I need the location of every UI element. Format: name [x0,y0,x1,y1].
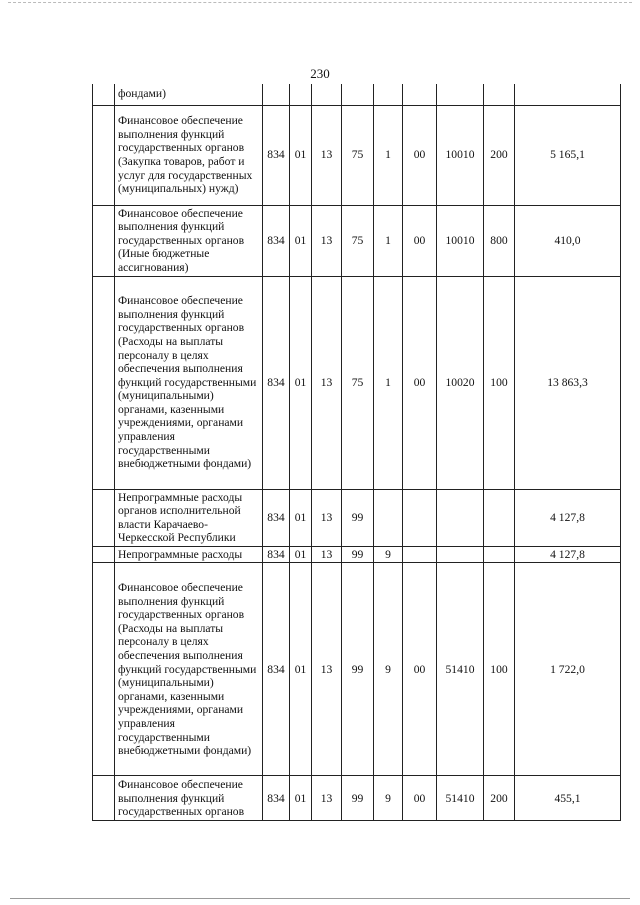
direction-code-cell: 10010 [437,205,484,276]
main-event-code-cell [403,546,437,563]
amount-cell: 410,0 [515,205,621,276]
subprogram-code-cell: 9 [374,776,403,821]
row-margin-cell [93,105,115,205]
table-row [93,84,621,105]
subprogram-code-cell [374,489,403,546]
page-number: 230 [310,66,330,81]
main-event-code-cell: 00 [403,205,437,276]
table-row [93,776,621,821]
amount-cell [515,84,621,105]
row-margin-cell [93,563,115,776]
expense-name-cell: фондами) [115,84,263,105]
table-row [93,563,621,776]
expense-type-code-cell: 100 [484,276,515,489]
subsection-code-cell: 13 [312,776,342,821]
expense-type-code-cell: 800 [484,205,515,276]
subprogram-code-cell: 1 [374,205,403,276]
expense-name-cell: Финансовое обеспечение выполнения функций государственных органов (Расходы на выплаты персоналу в целях обеспечения выполнения функций государственными (муниципальными) органами, казенными учреждениями, органами управления государственными внебюджетными фондами) [115,563,263,776]
table-row [93,546,621,563]
ministry-code-cell: 834 [263,563,290,776]
amount-cell: 4 127,8 [515,489,621,546]
subsection-code-cell: 13 [312,105,342,205]
expense-name-cell: Непрограммные расходы [115,546,263,563]
program-code-cell: 99 [342,563,374,776]
amount-cell: 5 165,1 [515,105,621,205]
scan-bottom-edge [10,898,630,899]
subsection-code-cell: 13 [312,276,342,489]
subsection-code-cell: 13 [312,563,342,776]
section-code-cell: 01 [290,276,312,489]
section-code-cell: 01 [290,776,312,821]
row-margin-cell [93,84,115,105]
subsection-code-cell: 13 [312,205,342,276]
ministry-code-cell [263,84,290,105]
program-code-cell: 99 [342,489,374,546]
program-code-cell: 75 [342,276,374,489]
row-margin-cell [93,489,115,546]
subsection-code-cell: 13 [312,546,342,563]
main-event-code-cell [403,489,437,546]
program-code-cell: 99 [342,546,374,563]
direction-code-cell [437,489,484,546]
subprogram-code-cell: 9 [374,563,403,776]
section-code-cell: 01 [290,105,312,205]
expense-type-code-cell: 200 [484,105,515,205]
row-margin-cell [93,276,115,489]
amount-cell: 1 722,0 [515,563,621,776]
ministry-code-cell: 834 [263,276,290,489]
direction-code-cell: 51410 [437,776,484,821]
expense-name-cell: Финансовое обеспечение выполнения функций государственных органов [115,776,263,821]
ministry-code-cell: 834 [263,776,290,821]
scan-top-edge [8,2,632,3]
section-code-cell: 01 [290,205,312,276]
table-row [93,276,621,489]
program-code-cell: 99 [342,776,374,821]
expense-type-code-cell: 100 [484,563,515,776]
direction-code-cell [437,546,484,563]
amount-cell: 455,1 [515,776,621,821]
direction-code-cell: 10020 [437,276,484,489]
table-row [93,105,621,205]
ministry-code-cell: 834 [263,105,290,205]
budget-table [92,84,621,821]
section-code-cell: 01 [290,546,312,563]
section-code-cell: 01 [290,563,312,776]
amount-cell: 13 863,3 [515,276,621,489]
ministry-code-cell: 834 [263,489,290,546]
expense-type-code-cell [484,546,515,563]
main-event-code-cell: 00 [403,563,437,776]
direction-code-cell: 51410 [437,563,484,776]
program-code-cell [342,84,374,105]
expense-type-code-cell [484,489,515,546]
expense-name-cell: Финансовое обеспечение выполнения функций государственных органов (Расходы на выплаты персоналу в целях обеспечения выполнения функций государственными (муниципальными) органами, казенными учреждениями, органами управления государственными внебюджетными фондами) [115,276,263,489]
main-event-code-cell: 00 [403,276,437,489]
direction-code-cell [437,84,484,105]
expense-type-code-cell [484,84,515,105]
ministry-code-cell: 834 [263,205,290,276]
subprogram-code-cell: 1 [374,276,403,489]
row-margin-cell [93,546,115,563]
subprogram-code-cell [374,84,403,105]
table-row [93,205,621,276]
expense-name-cell: Непрограммные расходы органов исполнительной власти Карачаево-Черкесской Республики [115,489,263,546]
row-margin-cell [93,205,115,276]
main-event-code-cell: 00 [403,776,437,821]
main-event-code-cell [403,84,437,105]
section-code-cell [290,84,312,105]
table-row [93,489,621,546]
section-code-cell: 01 [290,489,312,546]
row-margin-cell [93,776,115,821]
subprogram-code-cell: 9 [374,546,403,563]
subprogram-code-cell: 1 [374,105,403,205]
main-event-code-cell: 00 [403,105,437,205]
ministry-code-cell: 834 [263,546,290,563]
expense-type-code-cell: 200 [484,776,515,821]
expense-name-cell: Финансовое обеспечение выполнения функций государственных органов (Иные бюджетные ассигнования) [115,205,263,276]
program-code-cell: 75 [342,105,374,205]
subsection-code-cell: 13 [312,489,342,546]
subsection-code-cell [312,84,342,105]
amount-cell: 4 127,8 [515,546,621,563]
direction-code-cell: 10010 [437,105,484,205]
expense-name-cell: Финансовое обеспечение выполнения функций государственных органов (Закупка товаров, работ и услуг для государственных (муниципальных) нужд) [115,105,263,205]
program-code-cell: 75 [342,205,374,276]
